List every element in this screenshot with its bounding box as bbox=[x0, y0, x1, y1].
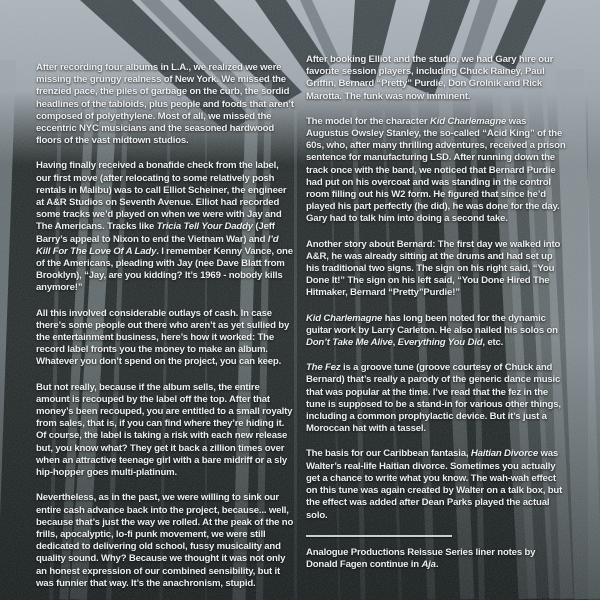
paragraph bbox=[36, 62, 294, 147]
left-column bbox=[36, 62, 294, 600]
text-run: is a groove tune (groove courtesy of Chuck and Bernard) that’s really a parody of the generic dance music that was popular at the time. I’ve read that the fez in the tune is supposed to be a stand-in for various other things, including a common prophylactic device. But it’s just a Moroccan hat with a tassel. bbox=[306, 362, 561, 435]
text-run: , bbox=[392, 337, 398, 349]
paragraph bbox=[306, 313, 568, 350]
text-run: was Walter’s real-life Haitian divorce. Sometimes you actually get a chance to write what you know. The wah-wah effect on this tune was again created by Walter on a talk box, but the effect was added after Dean Parks played the actual solo. bbox=[306, 448, 563, 521]
text-run: Having finally received a bonafide check from the label, our first move (after relocating to some relatively posh rentals in Malibu) was to call Elliot Scheiner, the engineer at A&R Studios on Seventh Avenue. Elliot had recorded some tracks we’d played on when we were with Jay and The Americans. Tracks like bbox=[36, 160, 287, 233]
italic-text-run: Tricia Tell Your Daddy bbox=[156, 221, 253, 233]
text-run: Another story about Bernard: The first day we walked into A&R, he was already sitting at the drums and had set up his traditional two signs. The sign on his right said, “You Done It!” The sign on his left said, “You Done Hired The Hitmaker, Bernard “Pretty”Purdie!” bbox=[306, 238, 561, 299]
italic-text-run: Aja bbox=[421, 558, 436, 570]
paragraph bbox=[306, 362, 568, 435]
text-run: The basis for our Caribbean fantasia, bbox=[306, 448, 471, 460]
paragraph bbox=[36, 160, 294, 294]
paragraph bbox=[36, 308, 294, 369]
italic-text-run: Everything You Did bbox=[397, 337, 483, 349]
paragraph bbox=[36, 382, 294, 480]
right-column bbox=[306, 54, 568, 571]
text-run: Analogue Productions Reissue Series liner notes by Donald Fagen continue in bbox=[306, 546, 536, 570]
paragraph bbox=[306, 116, 568, 226]
text-run: All this involved considerable outlays of cash. In case there’s some people out there who aren’t as yet sullied by the entertainment business, here’s how it worked: The record label fronts you the money to make an album. Whatever you don’t spend on the project, you can keep. bbox=[36, 307, 290, 368]
footer-divider bbox=[306, 535, 452, 537]
paragraph bbox=[306, 54, 568, 103]
text-run: After recording four albums in L.A., we realized we were missing the grungy realness of New York. We missed the frenzied pace, the piles of garbage on the curb, the sordid headlines of the tabloids, plus people and foods that aren’t composed of polyethylene. Most of all, we missed the eccentric NYC musicians and the seasoned hardwood floors of the vast midtown studios. bbox=[36, 62, 294, 147]
text-run: (Jeff Barry’s appeal to Nixon to end the Vietnam War) and bbox=[36, 221, 275, 245]
italic-text-run: Haitian Divorce bbox=[470, 448, 538, 460]
right-paragraphs bbox=[306, 54, 568, 522]
paragraph bbox=[306, 448, 568, 521]
text-run: has long been noted for the dynamic guitar work by Larry Carleton. He also nailed his solos on bbox=[306, 312, 558, 336]
text-run: But not really, because if the album sells, the entire amount is recouped by the label off the top. After that money’s been recouped, you are entitled to a small royalty from sales, that is, if you can find where they’re hiding it. Of course, the label is taking a risk with each new release but, you know what? They get it back a zillion times over when an attractive teenage girl with a bare midriff or a sly hip-hopper goes multi-platinum. bbox=[36, 381, 293, 479]
italic-text-run: Kid Charlemagne bbox=[306, 312, 383, 324]
text-run: Nevertheless, as in the past, we were willing to sink our entire cash advance back into the project, because... well, because that’s just the way we rolled. At the peak of the no frills, apocalyptic, lo-fi punk movement, we were still dedicated to delivering old school, fussy musicality and quality sound. Why? Because we thought it was not only an honest expression of our combined sensibility, but it was funnier that way. It’s the anachronism, stupid. bbox=[36, 492, 294, 589]
italic-text-run: Don’t Take Me Alive bbox=[306, 337, 393, 349]
text-run: . I remember Kenny Vance, one of the Americans, pleading with Jay (nee Dave Blatt from Brooklyn), “Jay, are you kidding? It’s 1969 - nobody kills anymore!” bbox=[36, 245, 293, 294]
text-run: After booking Elliot and the studio, we had Gary hire our favorite session players, including Chuck Rainey, Paul Griffin, Bernard “Pretty” Purdie, Don Grolnik and Rick Marotta. The funk was now imminent. bbox=[306, 54, 554, 102]
paragraph bbox=[306, 239, 568, 300]
text-run: The model for the character bbox=[306, 115, 430, 127]
credits-footer bbox=[306, 547, 568, 571]
italic-text-run: The Fez bbox=[306, 362, 341, 374]
italic-text-run: Kid Charlemagne bbox=[429, 115, 507, 127]
paragraph bbox=[36, 492, 294, 590]
text-run: . bbox=[435, 558, 439, 570]
text-run: was Augustus Owsley Stanley, the so-called “Acid King” of the 60s, who, after many thrilling adventures, received a prison sentence for manufacturing LSD. After running down the track once with the band, we noticed that Bernard Purdie had put on his overcoat and was standing in the control room filling out his W2 form. He figured that since he’d played his part perfectly (he did), he was done for the day. Gary had to talk him into doing a second take. bbox=[306, 115, 566, 225]
italic-text-run: I’d Kill For The Love Of A Lady bbox=[36, 233, 279, 257]
text-run: , etc. bbox=[482, 337, 504, 349]
